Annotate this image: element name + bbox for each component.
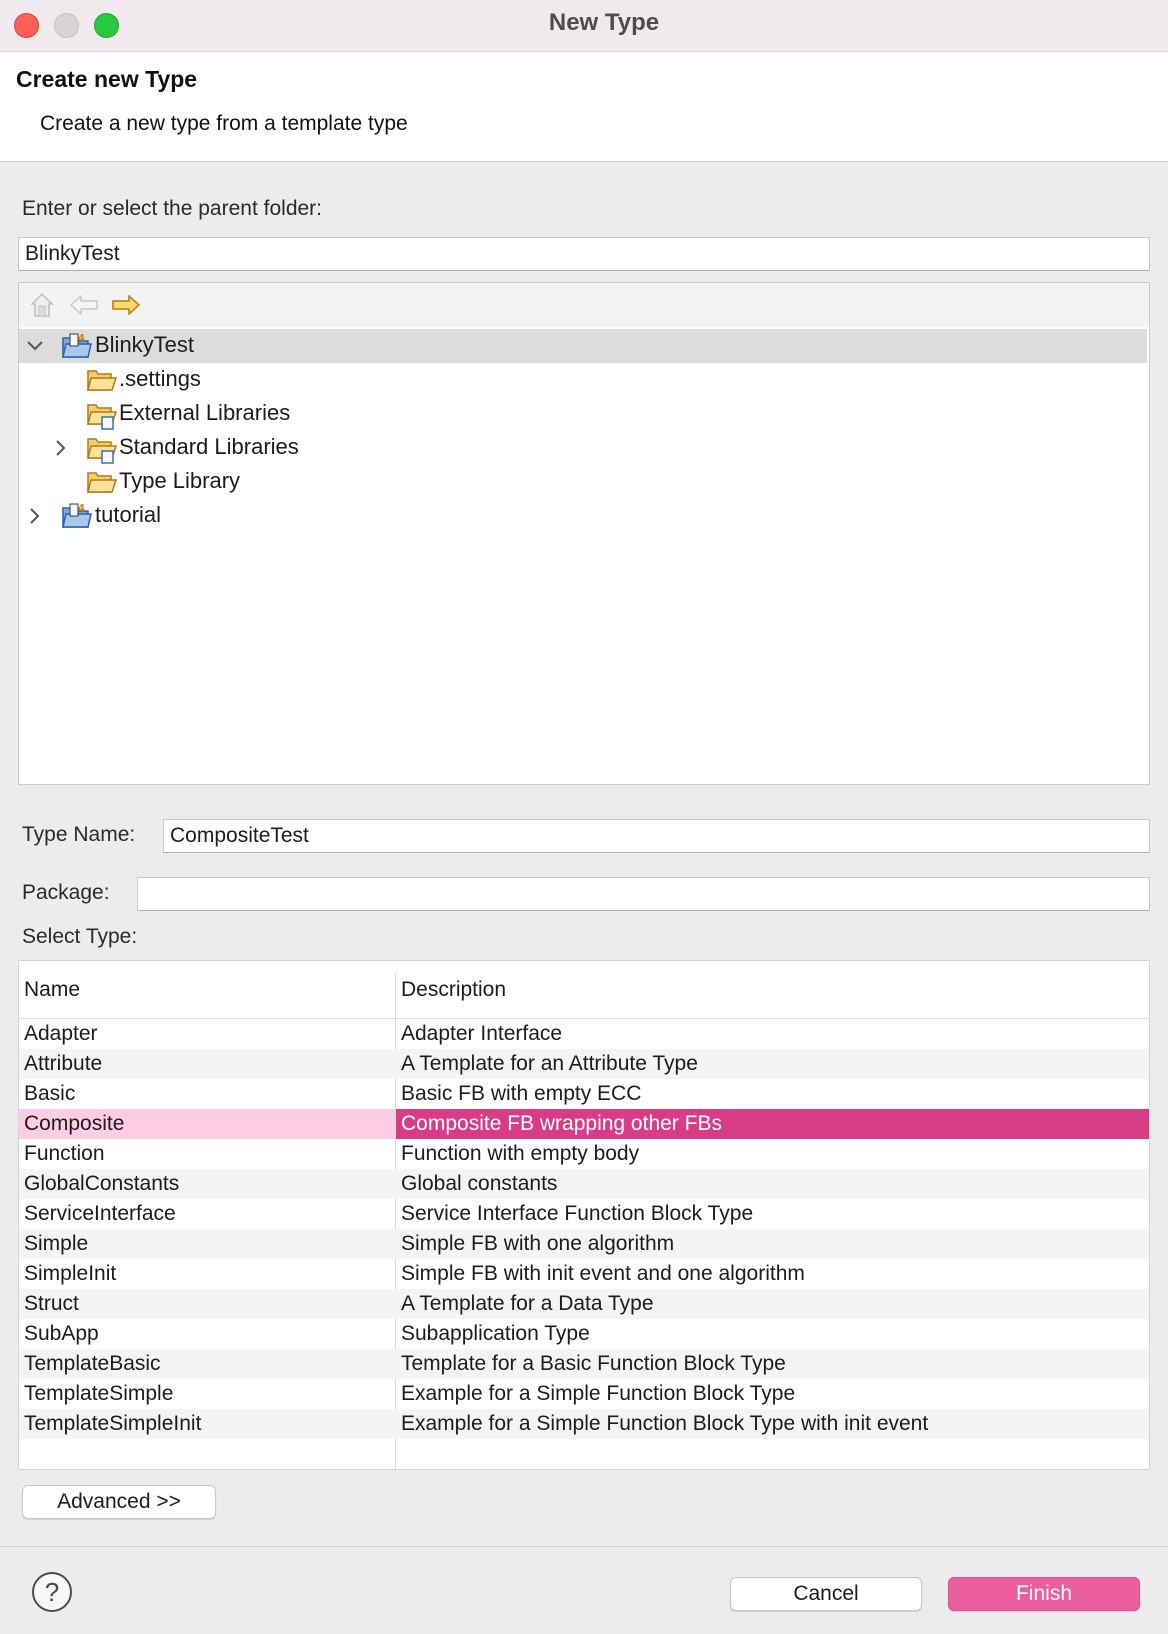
tree-toolbar [19,283,1149,327]
type-name-cell: TemplateBasic [24,1352,161,1375]
type-description-cell: Template for a Basic Function Block Type [401,1352,786,1375]
type-name-cell: Attribute [24,1052,103,1075]
back-arrow-icon[interactable] [69,290,99,320]
tree-item-settings[interactable] [19,363,1147,397]
type-description-cell: Adapter Interface [401,1022,563,1045]
tree-item-label: External Libraries [119,400,291,425]
type-name-cell: TemplateSimpleInit [24,1412,202,1435]
type-description-cell: Example for a Simple Function Block Type [401,1382,796,1405]
page-title: Create new Type [16,66,198,92]
type-description-cell: Simple FB with one algorithm [401,1232,675,1255]
table-row[interactable] [19,1139,1149,1169]
type-name-cell: Struct [24,1292,79,1315]
type-description-cell: A Template for a Data Type [401,1292,654,1315]
table-row[interactable] [19,1229,1149,1259]
folder-tree[interactable] [18,282,1150,785]
type-description-cell: Composite FB wrapping other FBs [396,1109,1149,1139]
tree-item-standard-libraries[interactable] [19,431,1147,465]
table-row[interactable] [19,1169,1149,1199]
help-icon[interactable]: ? [32,1572,72,1612]
chevron-right-icon[interactable] [25,506,45,526]
forward-arrow-icon[interactable] [111,290,141,320]
type-description-cell: Subapplication Type [401,1322,590,1345]
table-row[interactable] [19,1259,1149,1289]
type-description-cell: Simple FB with init event and one algorithm [401,1262,805,1285]
table-row[interactable] [19,1079,1149,1109]
table-row[interactable] [19,1379,1149,1409]
wizard-header [0,52,1168,162]
tree-item-label: Type Library [119,468,241,493]
type-description-cell: Function with empty body [401,1142,640,1165]
type-description-cell: Service Interface Function Block Type [401,1202,754,1225]
table-row[interactable] [19,1019,1149,1049]
table-row-selected[interactable] [19,1109,1149,1139]
parent-folder-input[interactable]: BlinkyTest [18,237,1150,271]
project-icon [61,500,91,530]
type-name-label: Type Name: [22,823,136,846]
tree-item-label: .settings [119,366,201,391]
type-description-cell: Basic FB with empty ECC [401,1082,642,1105]
table-row[interactable] [19,1409,1149,1439]
tree-item-tutorial[interactable] [19,499,1147,533]
window-title: New Type [548,9,660,36]
package-input[interactable] [137,877,1150,911]
advanced-button[interactable]: Advanced >> [22,1485,216,1519]
type-name-cell: Basic [24,1082,76,1105]
tree-item-blinkytest[interactable] [19,329,1147,363]
linked-folder-icon [87,433,117,463]
parent-folder-label: Enter or select the parent folder: [22,197,322,220]
finish-button[interactable]: Finish [948,1577,1140,1611]
table-row[interactable] [19,1199,1149,1229]
folder-icon [87,365,117,395]
type-name-cell: Adapter [24,1022,98,1045]
column-header-name[interactable]: Name [24,978,81,1001]
type-description-cell: A Template for an Attribute Type [401,1052,698,1075]
chevron-down-icon[interactable] [25,336,45,356]
select-type-label: Select Type: [22,925,138,948]
tree-item-type-library[interactable] [19,465,1147,499]
cancel-button[interactable]: Cancel [730,1577,922,1611]
type-name-cell: Composite [19,1109,395,1139]
footer-divider [0,1546,1168,1547]
tree-item-external-libraries[interactable] [19,397,1147,431]
type-name-cell: GlobalConstants [24,1172,180,1195]
page-description: Create a new type from a template type [40,112,408,135]
project-icon [61,330,91,360]
type-name-cell: SubApp [24,1322,99,1345]
chevron-right-icon[interactable] [51,438,71,458]
type-name-cell: Simple [24,1232,89,1255]
package-label: Package: [22,881,110,904]
table-row[interactable] [19,1349,1149,1379]
linked-folder-icon [87,399,117,429]
type-name-cell: TemplateSimple [24,1382,174,1405]
table-row[interactable] [19,1289,1149,1319]
svg-text:4: 4 [78,503,85,514]
type-name-cell: ServiceInterface [24,1202,176,1225]
home-icon[interactable] [27,290,57,320]
title-bar [0,0,1168,52]
type-name-cell: Function [24,1142,105,1165]
column-header-description[interactable]: Description [401,978,507,1001]
tree-item-label: BlinkyTest [95,332,195,357]
type-name-cell: SimpleInit [24,1262,117,1285]
type-description-cell: Example for a Simple Function Block Type with init event [401,1412,929,1435]
table-row[interactable] [19,1319,1149,1349]
type-name-input[interactable]: CompositeTest [163,819,1150,853]
tree-item-label: tutorial [95,502,162,527]
type-table[interactable] [18,960,1150,1470]
table-row[interactable] [19,1049,1149,1079]
tree-item-label: Standard Libraries [119,434,299,459]
folder-icon [87,467,117,497]
svg-text:4: 4 [78,333,85,344]
type-description-cell: Global constants [401,1172,558,1195]
